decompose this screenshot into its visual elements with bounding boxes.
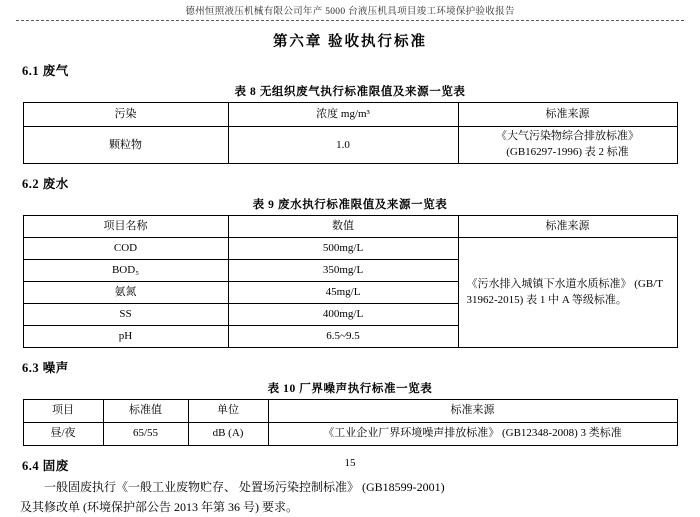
table8-concentration: 1.0 <box>228 127 458 164</box>
table-row <box>23 399 677 422</box>
table9-value-3: 400mg/L <box>228 303 458 325</box>
page-number: 15 <box>344 457 356 469</box>
table-noise <box>23 399 678 446</box>
table8-source-line2: (GB16297-1996) 表 2 标准 <box>506 145 629 158</box>
table9-name-1: BOD₅ <box>23 259 228 281</box>
table10-col-3: 标准来源 <box>268 399 677 422</box>
table9-name-0: COD <box>23 237 228 259</box>
table10-caption: 表 10 厂界噪声执行标准一览表 <box>267 382 433 395</box>
section-heading-6-1: 6.1 废气 <box>22 64 69 78</box>
table-waste-gas <box>23 102 678 164</box>
table9-name-2: 氨氮 <box>23 281 228 303</box>
table10-item: 昼/夜 <box>23 422 103 445</box>
table9-value-1: 350mg/L <box>228 259 458 281</box>
table10-col-0: 项目 <box>23 399 103 422</box>
running-header: 德州恒照液压机械有限公司年产 5000 台液压机具项目竣工环境保护验收报告 <box>185 7 515 17</box>
table8-col-1: 浓度 mg/m³ <box>228 103 458 127</box>
table8-source <box>458 127 677 164</box>
section-heading-6-3: 6.3 噪声 <box>22 360 69 375</box>
table8-col-0: 污染 <box>23 103 228 127</box>
table9-value-0: 500mg/L <box>228 237 458 259</box>
page-title: 第六章 验收执行标准 <box>272 34 428 50</box>
table-row <box>23 127 677 164</box>
table9-source: 《污水排入城镇下水道水质标准》 (GB/T 31962-2015) 表 1 中 A 等级标准。 <box>458 237 677 347</box>
table9-value-2: 45mg/L <box>228 281 458 303</box>
table8-col-2: 标准来源 <box>458 103 677 127</box>
solid-waste-line1: 一般固废执行《一般工业废物贮存、 处置场污染控制标准》 (GB18599-2001) <box>44 479 445 494</box>
section-heading-6-4: 6.4 固废 <box>22 458 69 473</box>
table10-source: 《工业企业厂界环境噪声排放标准》 (GB12348-2008) 3 类标准 <box>268 422 677 445</box>
table9-name-4: pH <box>23 325 228 347</box>
solid-waste-paragraph <box>20 478 680 517</box>
table9-caption: 表 9 废水执行标准限值及来源一览表 <box>252 198 448 211</box>
table-row <box>23 103 677 127</box>
table9-col-2: 标准来源 <box>458 215 677 237</box>
table-waste-water <box>23 215 678 348</box>
table-row <box>23 237 677 259</box>
table8-pollutant: 颗粒物 <box>23 127 228 164</box>
table-row <box>23 422 677 445</box>
table10-value: 65/55 <box>103 422 188 445</box>
header-divider <box>16 20 684 21</box>
section-heading-6-2: 6.2 废水 <box>22 176 69 191</box>
table10-col-1: 标准值 <box>103 399 188 422</box>
table8-caption: 表 8 无组织废气执行标准限值及来源一览表 <box>234 86 466 98</box>
table10-unit: dB (A) <box>188 422 268 445</box>
table9-value-4: 6.5~9.5 <box>228 325 458 347</box>
table9-col-1: 数值 <box>228 215 458 237</box>
table-row <box>23 215 677 237</box>
table8-source-line1: 《大气污染物综合排放标准》 <box>496 130 639 142</box>
table9-name-3: SS <box>23 303 228 325</box>
solid-waste-line2: 及其修改单 (环境保护部公告 2013 年第 36 号) 要求。 <box>20 499 298 514</box>
table9-col-0: 项目名称 <box>23 215 228 237</box>
table10-col-2: 单位 <box>188 399 268 422</box>
